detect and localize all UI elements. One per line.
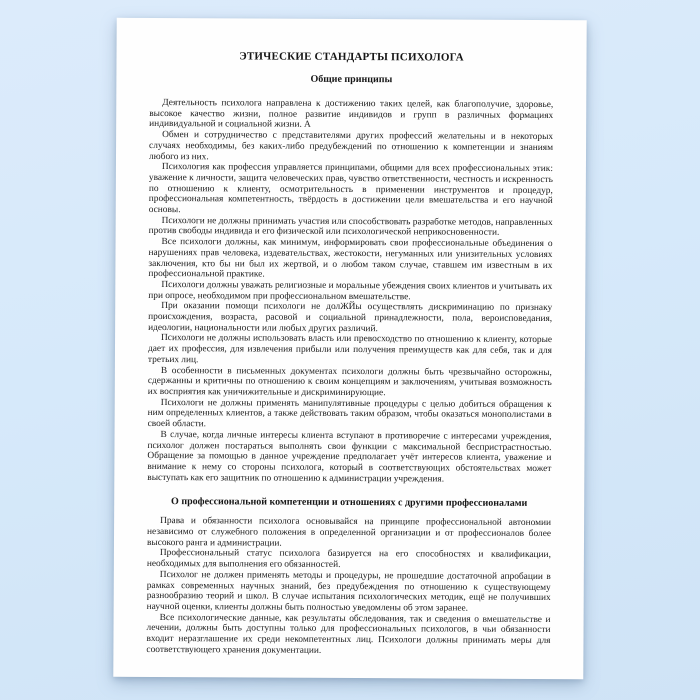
- paragraph: Психологи не должны применять манипулятивные процедуры с целью добиться обращения к ним определенных клиентов, а также действовать таким образом, чтобы оказаться монополистами в своей области.: [147, 397, 552, 430]
- section-general-principles: [147, 73, 553, 485]
- paragraph: Деятельность психолога направлена к достижению таких целей, как благополучие, здоровье, высокое качество жизни, полное развитие индивидов и групп в различных формациях индивидуальной и социальной жизни. А: [149, 98, 554, 131]
- document-title: ЭТИЧЕСКИЕ СТАНДАРТЫ ПСИХОЛОГА: [239, 50, 464, 64]
- paragraph: Права и обязанности психолога основывайся на принципе профессиональной автономии независимо от служебного положения в определенной организации и от профессионалов более высокого ранга и администрации.: [146, 516, 552, 549]
- paragraph: В случае, когда личные интересы клиента вступают в противоречие с интересами учреждения, психолог должен постараться выполнять свои функции с максимальной беспристрастностью. Обращение за помощью в данное учреждение предполагает учёт интересов клиента, уважение и внимание к нему со стороны психолога, который в соответствующих обстоятельствах может выступать как его защитник по отношению к администрации учреждения.: [147, 429, 552, 485]
- paragraph: Профессиональный статус психолога базируется на его способностях и квалификации, необходимых для выполнения его обязанностей.: [146, 548, 551, 571]
- paragraph: Обмен и сотрудничество с представителями других профессий желательны и в некоторых случаях необходимы, без каких-либо предубеждений по отношению к компетенции и знаниям любого из них.: [148, 130, 554, 162]
- paragraph: В особенности в письменных документах психологи должны быть чрезвычайно осторожны, сдержанны и критичны по отношению к своим концепциям и заключениям, учитывая возможность их восприятия как уничижительные и дискриминирующие.: [147, 365, 552, 399]
- document-page: [113, 18, 586, 679]
- paragraph: Психолог не должен применять методы и процедуры, не прошедшие достаточной апробации в рамках современных научных знаний, без предубеждения по отношению к существующему разнообразию теорий и школ. В случае испытания психологических методик, ещё не получивших научной оценки, клиенты должны быть полностью уведомлены об этом заранее.: [146, 569, 551, 614]
- section-heading-professional-competence: О профессиональной компетенции и отношениях с другими профессионалами: [171, 496, 528, 510]
- paragraph: Психологи не должны использовать власть или превосходство по отношению к клиенту, которые дает их профессия, для извлечения прибыли или получения преимуществ как для себя, так и для третьих лиц.: [147, 333, 553, 366]
- paragraph: Психологи не должны принимать участия или способствовать разработке методов, направленных против свободы индивида и его физической или психологической неприкосновенности.: [148, 215, 553, 239]
- section-heading-general-principles: Общие принципы: [310, 73, 393, 86]
- section-professional-competence: [146, 496, 551, 657]
- paragraph: Все психологи должны, как минимум, информировать свои профессиональные объединения о нарушениях прав человека, издевательствах, жестокости, негуманных или унизительных условиях заключения, кто бы ни был их жертвой, и о любом таком случае, ставшем им известным в их профессиональной практике.: [148, 237, 553, 280]
- paragraph: Психологи должны уважать религиозные и моральные убеждения своих клиентов и учитывать их при опросе, необходимом при профессиональном вмешательстве.: [148, 279, 553, 302]
- paragraph: При оказании помощи психологи не долЖЙы осуществлять дискриминацию по признаку происхождения, возраста, расовой и социальной принадлежности, пола, вероисповедания, идеологии, национальности или любых других различий.: [148, 301, 553, 334]
- paragraph: Психология как профессия управляется принципами, общими для всех профессиональных этик: уважение к личности, защита человеческих прав, чувство ответственности, честность и искренность по отношению к клиенту, осмотрительность в применении инструментов и процедур, профессиональная компетентность, твёрдость в достижении цели вмешательства и его научной основы.: [148, 162, 553, 216]
- paragraph: Все психологические данные, как результаты обследования, так и сведения о вмешательстве и лечении, должны быть доступны только для профессиональных психологов, в чьи обязанности входит неразглашение их среди некомпетентных лиц. Психологи должны принимать меры для соответствующего хранения документации.: [146, 612, 551, 656]
